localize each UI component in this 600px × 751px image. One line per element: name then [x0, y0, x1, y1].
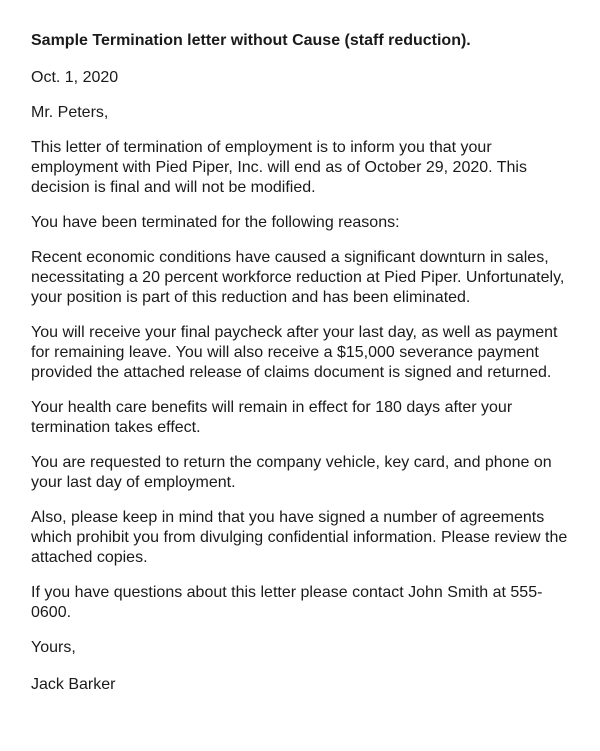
termination-letter [31, 31, 579, 695]
paragraph-final-pay: You will receive your final paycheck after your last day, as well as payment for remaining leave. You will also receive a $15,000 severance payment provided the attached release of claims document is signed and returned. [31, 324, 558, 381]
letter-signature: Jack Barker [31, 676, 116, 693]
letter-date: Oct. 1, 2020 [31, 69, 119, 86]
paragraph-reasons-intro: You have been terminated for the following reasons: [31, 214, 400, 231]
paragraph-return-property: You are requested to return the company vehicle, key card, and phone on your last day of employment. [31, 454, 552, 491]
letter-closing: Yours, [31, 639, 76, 656]
paragraph-reason-details: Recent economic conditions have caused a significant downturn in sales, necessitating a 20 percent workforce reduction at Pied Piper. Unfortunately, your position is part of this reduction and has been eliminated. [31, 249, 565, 306]
letter-salutation: Mr. Peters, [31, 104, 109, 121]
paragraph-contact: If you have questions about this letter please contact John Smith at 555-0600. [31, 584, 543, 621]
paragraph-confidentiality: Also, please keep in mind that you have signed a number of agreements which prohibit you from divulging confidential information. Please review the attached copies. [31, 509, 568, 566]
paragraph-health-benefits: Your health care benefits will remain in effect for 180 days after your termination takes effect. [31, 399, 513, 436]
letter-title: Sample Termination letter without Cause (staff reduction). [31, 32, 471, 49]
paragraph-termination-notice: This letter of termination of employment is to inform you that your employment with Pied Piper, Inc. will end as of October 29, 2020. This decision is final and will not be modified. [31, 139, 527, 196]
